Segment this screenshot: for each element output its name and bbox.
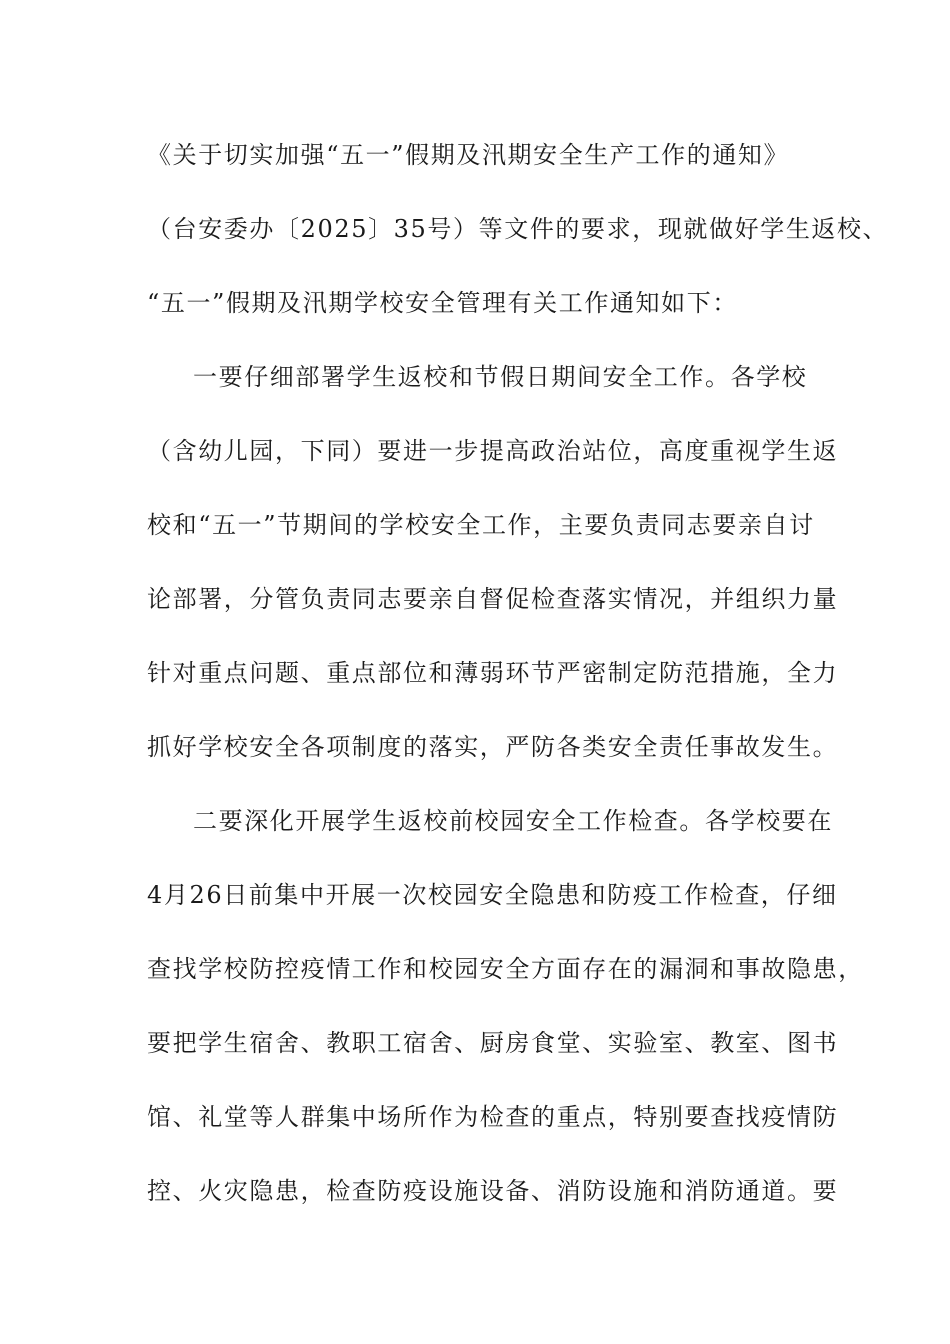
- paragraph-1-line-5: 针对重点问题、重点部位和薄弱环节严密制定防范措施，全力: [147, 659, 839, 687]
- text-line-3: “五一”假期及汛期学校安全管理有关工作通知如下：: [147, 289, 738, 317]
- paragraph-1-line-3: 校和“五一”节期间的学校安全工作，主要负责同志要亲自讨: [147, 511, 815, 539]
- paragraph-2-line-2: 4月26日前集中开展一次校园安全隐患和防疫工作检查，仔细: [147, 881, 838, 909]
- paragraph-1-line-1: 一要仔细部署学生返校和节假日期间安全工作。各学校: [193, 363, 808, 391]
- paragraph-2-line-1: 二要深化开展学生返校前校园安全工作检查。各学校要在: [193, 807, 833, 835]
- paragraph-1-line-4: 论部署，分管负责同志要亲自督促检查落实情况，并组织力量: [147, 585, 839, 613]
- paragraph-2-line-4: 要把学生宿舍、教职工宿舍、厨房食堂、实验室、教室、图书: [147, 1029, 839, 1057]
- text-line-1: 《关于切实加强“五一”假期及汛期安全生产工作的通知》: [147, 141, 790, 169]
- paragraph-1-line-6: 抓好学校安全各项制度的落实，严防各类安全责任事故发生。: [147, 733, 839, 761]
- text-line-2: （台安委办〔2025〕35号）等文件的要求，现就做好学生返校、: [147, 215, 889, 243]
- paragraph-2-line-6: 控、火灾隐患，检查防疫设施设备、消防设施和消防通道。要: [147, 1177, 839, 1205]
- paragraph-2-line-5: 馆、礼堂等人群集中场所作为检查的重点，特别要查找疫情防: [147, 1103, 839, 1131]
- paragraph-1-line-2: （含幼儿园，下同）要进一步提高政治站位，高度重视学生返: [147, 437, 839, 465]
- paragraph-2-line-3: 查找学校防控疫情工作和校园安全方面存在的漏洞和事故隐患，: [147, 955, 864, 983]
